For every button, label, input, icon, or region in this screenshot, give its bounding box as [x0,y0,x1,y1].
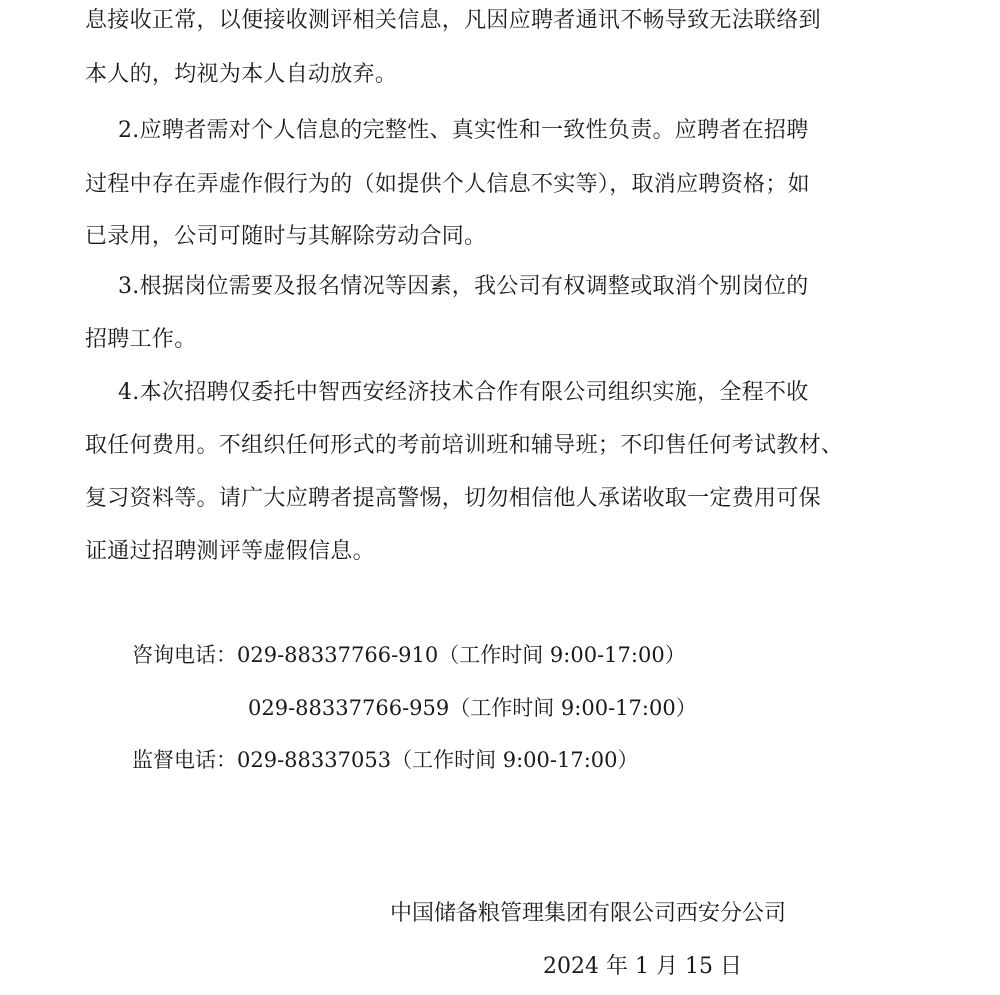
paragraph-1-line-2: 本人的，均视为本人自动放弃。 [85,62,398,87]
item-4-line-2: 取任何费用。不组织任何形式的考前培训班和辅导班；不印售任何考试教材、 [85,433,844,458]
item-2-line-2: 过程中存在弄虚作假行为的（如提供个人信息不实等），取消应聘资格；如 [85,172,810,197]
supervise-phone-line: 监督电话：029-88337053（工作时间 9:00-17:00） [132,748,639,772]
signature-date: 2024 年 1 月 15 日 [543,954,742,979]
item-2-line-1: 2.应聘者需对个人信息的完整性、真实性和一致性负责。应聘者在招聘 [118,118,809,143]
signature-organization: 中国储备粮管理集团有限公司西安分公司 [390,901,787,926]
item-4-line-4: 证通过招聘测评等虚假信息。 [85,539,375,564]
item-4-line-1: 4.本次招聘仅委托中智西安经济技术合作有限公司组织实施，全程不收 [118,380,809,405]
item-3-line-1: 3.根据岗位需要及报名情况等因素，我公司有权调整或取消个别岗位的 [118,274,809,299]
paragraph-1-line-1: 息接收正常，以便接收测评相关信息，凡因应聘者通讯不畅导致无法联络到 [85,8,821,33]
consult-phone-line-2: 029-88337766-959（工作时间 9:00-17:00） [248,696,697,720]
consult-phone-line-1: 咨询电话：029-88337766-910（工作时间 9:00-17:00） [132,643,686,667]
item-4-line-3: 复习资料等。请广大应聘者提高警惕，切勿相信他人承诺收取一定费用可保 [85,486,821,511]
item-3-line-2: 招聘工作。 [85,327,197,352]
item-2-line-3: 已录用，公司可随时与其解除劳动合同。 [85,224,487,249]
